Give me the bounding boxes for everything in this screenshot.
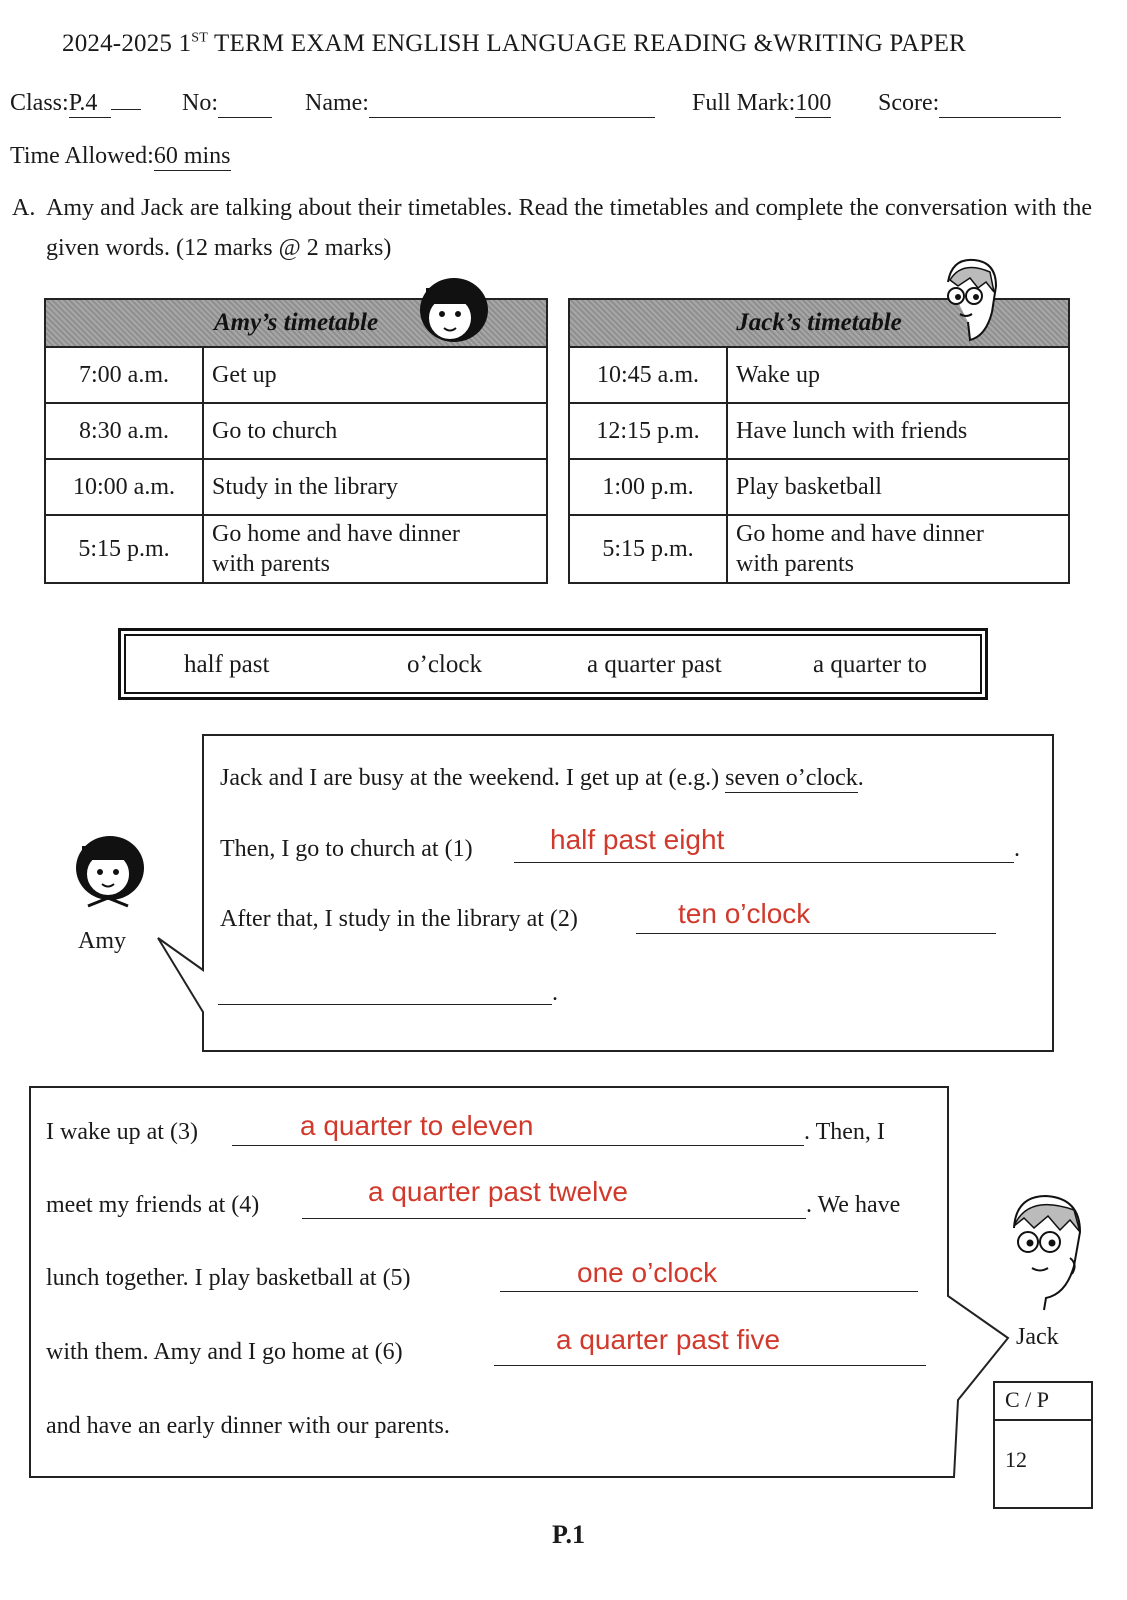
answer-1[interactable]: half past eight [550, 824, 725, 855]
answer-line-2[interactable] [636, 933, 996, 934]
name-field[interactable]: Name: [305, 90, 655, 118]
cp-score-box [993, 1381, 1093, 1509]
activity-cell: Go home and have dinner with parents [203, 515, 547, 583]
activity-cell: Wake up [727, 347, 1069, 403]
score-field[interactable]: Score: [878, 90, 1061, 118]
word-option: half past [184, 651, 270, 678]
section-label: A. [12, 195, 36, 221]
jack-avatar-icon [1000, 1188, 1088, 1312]
answer-3[interactable]: a quarter to eleven [300, 1110, 534, 1141]
full-mark: Full Mark:100 [692, 90, 832, 116]
amy-line-2: Then, I go to church at (1) [220, 836, 473, 862]
period: . [552, 980, 558, 1006]
cp-label: C / P [995, 1383, 1091, 1421]
cp-value: 12 [1005, 1447, 1027, 1472]
answer-line-3[interactable] [232, 1145, 804, 1146]
example-answer: seven o’clock [725, 765, 858, 791]
jack-line-5: lunch together. I play basketball at (5) [46, 1265, 411, 1291]
answer-line-2-cont[interactable] [218, 1004, 552, 1005]
answer-line-4[interactable] [302, 1218, 806, 1219]
amy-line-1: Jack and I are busy at the weekend. I get up at (e.g.) seven o’clock. [220, 765, 864, 791]
answer-4[interactable]: a quarter past twelve [368, 1176, 628, 1207]
activity-cell: Study in the library [203, 459, 547, 515]
answer-6[interactable]: a quarter past five [556, 1324, 781, 1355]
amy-line-3: After that, I study in the library at (2) [220, 906, 578, 932]
activity-cell: Go home and have dinner with parents [727, 515, 1069, 583]
page-number: P.1 [552, 1520, 585, 1549]
jack-line-6: with them. Amy and I go home at (6) [46, 1339, 403, 1365]
time-cell: 1:00 p.m. [569, 459, 727, 515]
jack-line-3: I wake up at (3) [46, 1119, 198, 1145]
activity-cell: Get up [203, 347, 547, 403]
time-cell: 10:45 a.m. [569, 347, 727, 403]
amy-timetable-title: Amy’s timetable [45, 299, 547, 347]
exam-title: 2024-2025 1ST TERM EXAM ENGLISH LANGUAGE READING &WRITING PAPER [62, 30, 966, 57]
jack-last-line: and have an early dinner with our parents. [46, 1413, 450, 1439]
period: . [1014, 836, 1020, 862]
answer-5[interactable]: one o’clock [577, 1257, 718, 1288]
jack-line-4-end: . We have [806, 1192, 901, 1218]
time-cell: 8:30 a.m. [45, 403, 203, 459]
time-cell: 5:15 p.m. [45, 515, 203, 583]
answer-line-5[interactable] [500, 1291, 918, 1292]
answer-line-1[interactable] [514, 862, 1014, 863]
answer-2[interactable]: ten o’clock [678, 898, 811, 929]
amy-avatar-icon [62, 828, 158, 912]
time-allowed: Time Allowed:60 mins [10, 143, 231, 169]
instruction-text: Amy and Jack are talking about their timetables. Read the timetables and complete the conversation with the given words. (12 marks @ 2 marks) [46, 195, 1092, 261]
activity-cell: Play basketball [727, 459, 1069, 515]
word-option: a quarter to [813, 651, 927, 678]
activity-cell: Go to church [203, 403, 547, 459]
time-cell: 10:00 a.m. [45, 459, 203, 515]
jack-timetable-title: Jack’s timetable [569, 299, 1069, 347]
answer-line-6[interactable] [494, 1365, 926, 1366]
time-cell: 5:15 p.m. [569, 515, 727, 583]
amy-label: Amy [78, 928, 126, 954]
time-cell: 7:00 a.m. [45, 347, 203, 403]
class-field: Class:P.4 [10, 90, 141, 118]
word-option: o’clock [407, 651, 482, 678]
word-option: a quarter past [587, 651, 722, 678]
number-field[interactable]: No: [182, 90, 272, 118]
jack-line-3-end: . Then, I [804, 1119, 885, 1145]
jack-line-4: meet my friends at (4) [46, 1192, 260, 1218]
jack-label: Jack [1016, 1324, 1059, 1350]
time-cell: 12:15 p.m. [569, 403, 727, 459]
activity-cell: Have lunch with friends [727, 403, 1069, 459]
